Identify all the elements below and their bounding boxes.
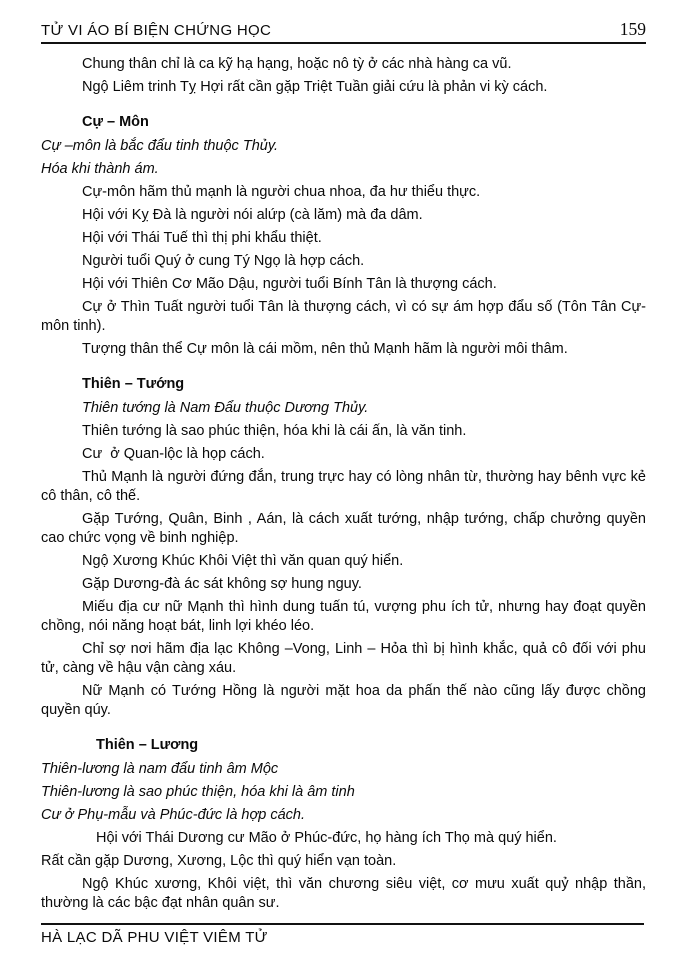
paragraph: Chung thân chỉ là ca kỹ hạ hạng, hoặc nô tỳ ở các nhà hàng ca vũ. (82, 55, 512, 72)
page-footer (41, 923, 644, 946)
paragraph: Cự ở Thìn Tuất người tuổi Tân là thượng cách, vì có sự ám hợp đẩu số (Tôn Tân Cự-môn tinh). (41, 298, 646, 334)
paragraph: Ngộ Liêm trinh Tỵ Hợi rất cần gặp Triệt Tuần giải cứu là phản vi kỳ cách. (82, 78, 548, 95)
epigraph: Hóa khi thành ám. (41, 160, 159, 177)
paragraph: Nữ Mạnh có Tướng Hồng là người mặt hoa da phấn thế nào cũng lấy được chồng quyền qúy. (41, 682, 646, 718)
paragraph: Rất cần gặp Dương, Xương, Lộc thì quý hiển vạn toàn. (41, 852, 397, 869)
paragraph: Người tuổi Quý ở cung Tý Ngọ là hợp cách. (82, 252, 365, 269)
footer-text: HÀ LẠC DÃ PHU VIỆT VIÊM TỬ (41, 929, 268, 946)
paragraph: Hội với Thái Tuế thì thị phi khẩu thiệt. (82, 229, 322, 246)
paragraph: Thủ Mạnh là người đứng đắn, trung trực hay có lòng nhân từ, thường hay bênh vực kẻ cô thân, cô thế. (41, 468, 646, 504)
paragraph: Miếu địa cư nữ Mạnh thì hình dung tuấn tú, vượng phu ích tử, nhưng hay đoạt quyền chồng, nói năng hoạt bát, linh lợi khéo léo. (41, 598, 646, 634)
paragraph: Hội với Thái Dương cư Mão ở Phúc-đức, họ hàng ích Thọ mà quý hiển. (96, 829, 557, 846)
paragraph: Thiên tướng là sao phúc thiện, hóa khi là cái ấn, là văn tinh. (82, 422, 467, 439)
book-title: TỬ VI ÁO BÍ BIỆN CHỨNG HỌC (41, 21, 272, 39)
paragraph: Ngộ Xương Khúc Khôi Việt thì văn quan quý hiển. (82, 552, 404, 569)
paragraph: Hội với Kỵ Đà là người nói alứp (cà lăm) mà đa dâm. (82, 206, 423, 223)
section-heading-thien-tuong: Thiên – Tướng (82, 375, 185, 392)
section-heading-thien-luong: Thiên – Lương (96, 736, 199, 753)
epigraph: Thiên-lương là nam đẩu tinh âm Mộc (41, 760, 279, 777)
section-heading-cu-mon: Cự – Môn (82, 113, 149, 130)
paragraph: Hội với Thiên Cơ Mão Dậu, người tuổi Bính Tân là thượng cách. (82, 275, 497, 292)
epigraph: Cư ở Phụ-mẫu và Phúc-đức là hợp cách. (41, 806, 305, 823)
epigraph: Thiên tướng là Nam Đẩu thuộc Dương Thủy. (82, 399, 369, 416)
page-content (41, 44, 646, 913)
paragraph: Cư ở Quan-lộc là họp cách. (82, 445, 265, 462)
paragraph: Tượng thân thể Cự môn là cái mồm, nên thủ Mạnh hãm là người môi thâm. (82, 340, 568, 357)
paragraph: Gặp Dương-đà ác sát không sợ hung nguy. (82, 575, 362, 592)
paragraph: Ngộ Khúc xương, Khôi việt, thì văn chương siêu việt, cơ mưu xuất quỷ nhập thần, thường là các bậc đạt nhân quân sư. (41, 875, 646, 911)
epigraph: Thiên-lương là sao phúc thiện, hóa khi là âm tinh (41, 783, 355, 800)
page-number: 159 (619, 19, 646, 39)
page-header (41, 0, 646, 44)
epigraph: Cự –môn là bắc đẩu tinh thuộc Thủy. (41, 137, 279, 154)
paragraph: Cự-môn hãm thủ mạnh là người chua nhoa, đa hư thiểu thực. (82, 183, 481, 200)
paragraph: Gặp Tướng, Quân, Binh , Aán, là cách xuất tướng, nhập tướng, chấp chưởng quyền cao chức vọng về binh nghiệp. (41, 510, 646, 546)
paragraph: Chỉ sợ nơi hãm địa lạc Không –Vong, Linh – Hỏa thì bị hình khắc, quả cô đối với phu tử, càng về hậu vận càng xáu. (41, 640, 646, 676)
